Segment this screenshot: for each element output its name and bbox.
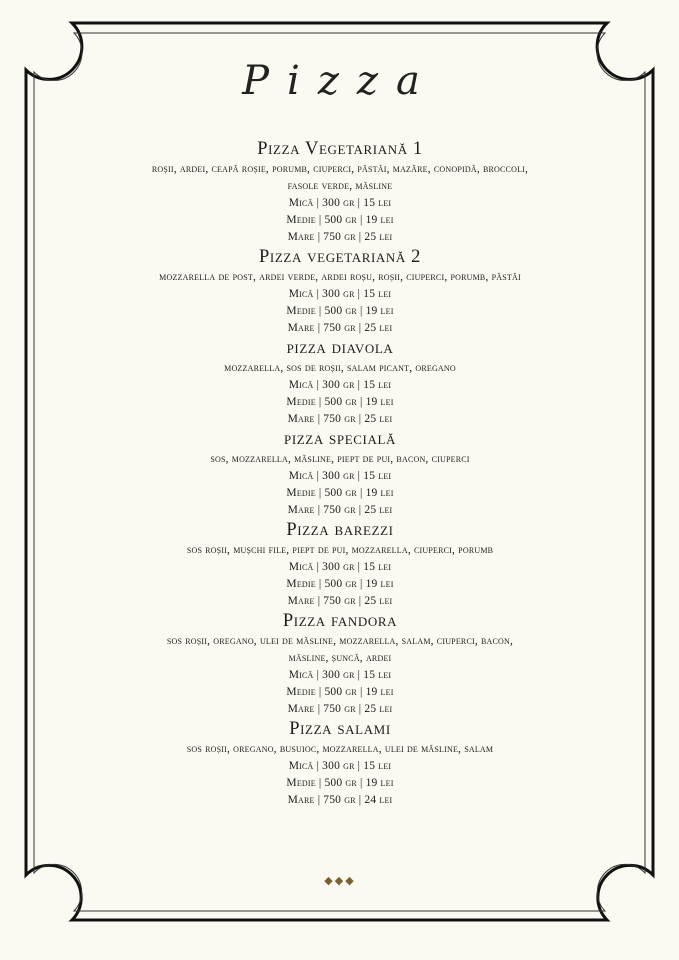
menu-section [60, 519, 620, 610]
menu-section [60, 610, 620, 718]
ingredients-line: sos roșii, oregano, busuioc, mozzarella, ulei de măsline, salam [186, 743, 494, 755]
size-price-line: Mică | 300 gr | 15 lei [288, 561, 392, 573]
pizza-name: pizza specială [284, 429, 396, 449]
pizza-name: Pizza barezzi [286, 520, 394, 540]
ingredients-line: roșii, ardei, ceapă roșie, porumb, ciuperci, păstăi, mazăre, conopidă, broccoli, [151, 163, 529, 175]
size-price-line: Mică | 300 gr | 15 lei [288, 669, 392, 681]
ingredients-line: mozzarella, sos de roșii, salam picant, oregano [224, 362, 456, 374]
ingredients-line: sos roșii, mușchi file, piept de pui, mozzarella, ciuperci, porumb [186, 544, 494, 556]
ingredients-line: fasole verde, măsline [287, 180, 393, 192]
pizza-name: Pizza vegetariană 2 [259, 247, 421, 267]
size-price-line: Mare | 750 gr | 25 lei [287, 504, 393, 516]
size-price-line: Mare | 750 gr | 24 lei [287, 794, 393, 806]
ornament-dots: ◆◆◆ [324, 875, 356, 887]
menu-section [60, 246, 620, 337]
pizza-name: pizza diavola [286, 338, 394, 358]
pizza-name: Pizza fandora [282, 611, 398, 631]
size-price-line: Medie | 500 gr | 19 lei [286, 777, 394, 789]
page-title: Pizza [242, 58, 438, 104]
size-price-line: Medie | 500 gr | 19 lei [286, 487, 394, 499]
size-price-line: Medie | 500 gr | 19 lei [286, 214, 394, 226]
ingredients-line: sos roșii, oregano, ulei de măsline, mozzarella, salam, ciuperci, bacon, [166, 635, 514, 647]
size-price-line: Mică | 300 gr | 15 lei [288, 288, 392, 300]
size-price-line: Mică | 300 gr | 15 lei [288, 197, 392, 209]
size-price-line: Mică | 300 gr | 15 lei [288, 379, 392, 391]
menu-section [60, 718, 620, 809]
menu-section [60, 337, 620, 428]
size-price-line: Mare | 750 gr | 25 lei [287, 703, 393, 715]
menu-section [60, 428, 620, 519]
ingredients-line: mozzarella de post, ardei verde, ardei roșu, roșii, ciuperci, porumb, păstăi [159, 271, 521, 283]
size-price-line: Mare | 750 gr | 25 lei [287, 595, 393, 607]
size-price-line: Medie | 500 gr | 19 lei [286, 686, 394, 698]
ingredients-line: măsline, șuncă, ardei [288, 652, 392, 664]
pizza-menu-list [60, 138, 620, 809]
size-price-line: Mare | 750 gr | 25 lei [287, 231, 393, 243]
size-price-line: Mică | 300 gr | 15 lei [288, 470, 392, 482]
ingredients-line: sos, mozzarella, măsline, piept de pui, bacon, ciuperci [210, 453, 470, 465]
size-price-line: Medie | 500 gr | 19 lei [286, 396, 394, 408]
pizza-name: Pizza salami [289, 719, 391, 739]
size-price-line: Medie | 500 gr | 19 lei [286, 305, 394, 317]
size-price-line: Mare | 750 gr | 25 lei [287, 322, 393, 334]
size-price-line: Mare | 750 gr | 25 lei [287, 413, 393, 425]
menu-section [60, 138, 620, 246]
pizza-name: Pizza Vegetariană 1 [257, 139, 423, 159]
size-price-line: Medie | 500 gr | 19 lei [286, 578, 394, 590]
size-price-line: Mică | 300 gr | 15 lei [288, 760, 392, 772]
